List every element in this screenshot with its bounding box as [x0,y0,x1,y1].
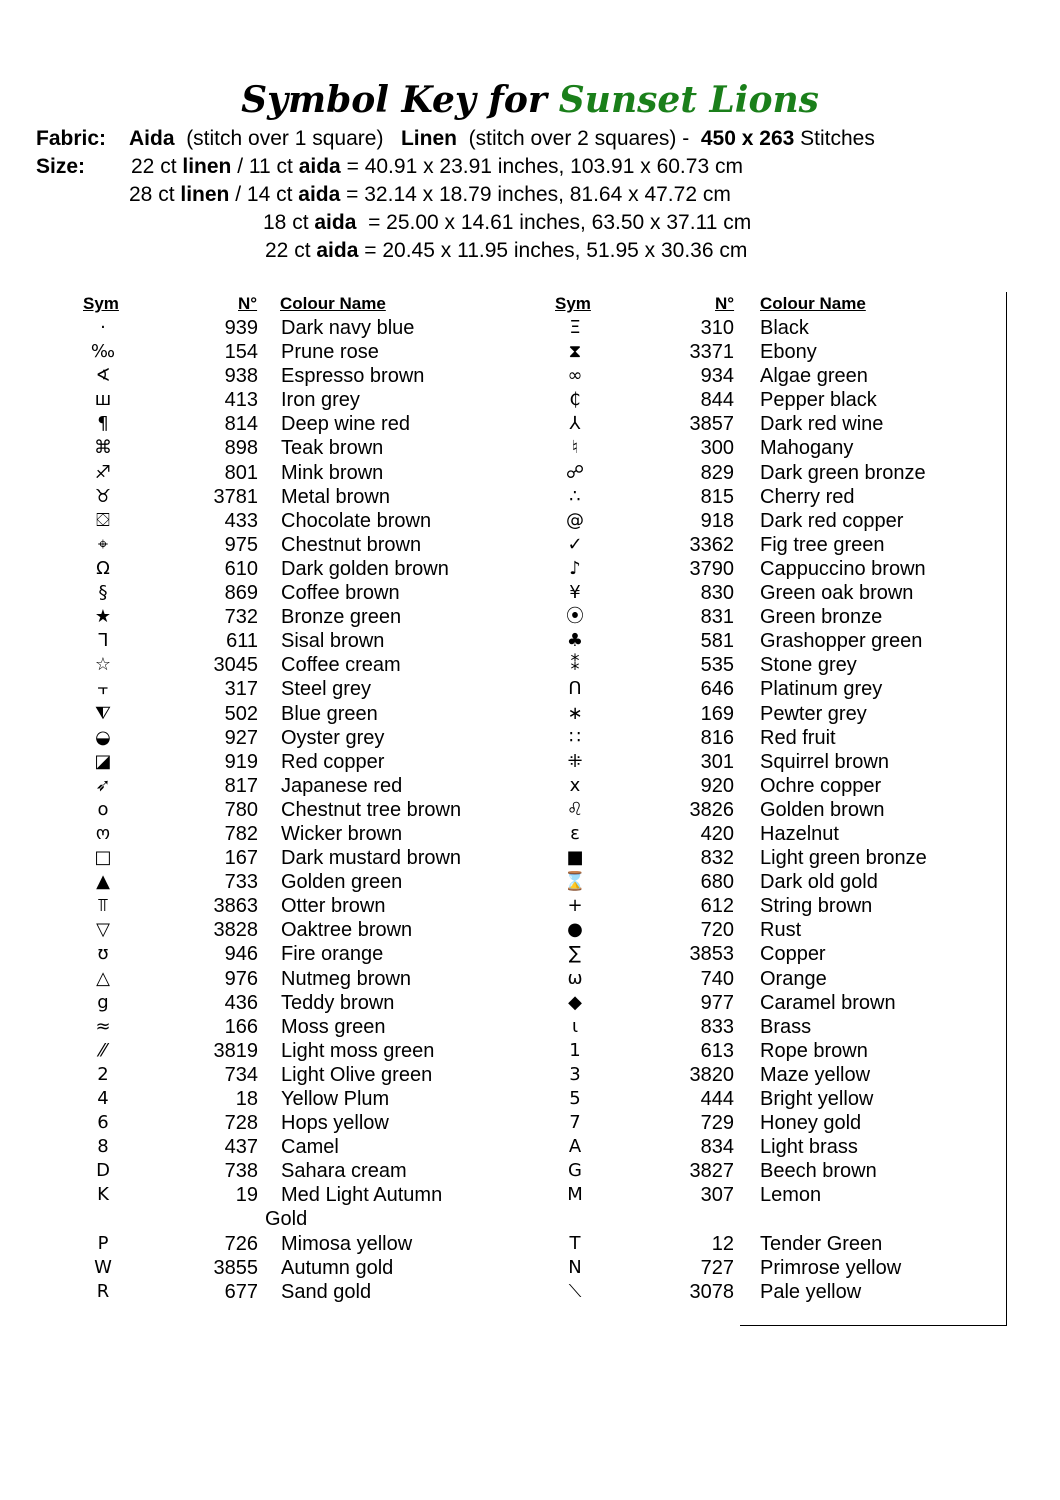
symbol-glyph: Ω [96,557,110,579]
colour-number: 154 [224,341,258,364]
colour-number: 19 [235,1184,258,1207]
symbol-glyph: ⁑ [570,654,580,676]
symbol-glyph: · [100,317,106,338]
size-line-1 [36,153,743,181]
colour-name: Fire orange [281,943,384,966]
colour-name: Bronze green [281,606,402,629]
symbol-glyph: 8 [97,1136,109,1158]
colour-name: Otter brown [281,895,386,918]
fabric-line [36,125,875,153]
symbol-glyph: ∴ [569,485,581,507]
colour-number: 3819 [213,1039,258,1062]
colour-name: Deep wine red [281,413,410,436]
colour-name: Light green bronze [760,847,927,870]
colour-number: 3863 [213,895,258,918]
colour-number: 734 [224,1063,258,1086]
colour-name: Chestnut brown [281,533,422,556]
colour-name: Caramel brown [760,991,896,1014]
header-colour-name: Colour Name [280,294,386,313]
colour-number: 733 [224,871,258,894]
symbol-glyph: ɩ [571,1015,579,1037]
colour-number: 3362 [689,533,734,556]
colour-name: Steel grey [281,678,372,701]
colour-number: 433 [224,509,258,532]
colour-name: Blue green [281,702,378,725]
size-fabric: aida [298,155,341,178]
colour-name: Dark green bronze [760,461,926,484]
colour-name: Japanese red [281,774,403,797]
symbol-glyph: ∷ [569,726,581,748]
fabric-linen: Linen [400,127,457,150]
colour-number: 413 [224,389,258,412]
size-dims: = 32.14 x 18.79 inches, 81.64 x 47.72 cm [346,183,731,206]
symbol-glyph: ш [94,389,112,411]
symbol-glyph: 4 [97,1088,109,1109]
size-count: 22 ct [131,155,177,178]
colour-number: 727 [700,1256,734,1279]
colour-name: Stone grey [760,654,857,677]
symbol-glyph: R [96,1280,110,1302]
symbol-glyph: ➶ [95,774,111,796]
symbol-glyph: ¥ [569,582,581,604]
colour-number: 801 [224,461,258,484]
colour-number: 833 [700,1015,734,1038]
symbol-glyph: ▽ [96,919,110,941]
colour-number: 834 [700,1136,734,1159]
symbol-glyph: ♌ [566,798,584,820]
symbol-glyph: 2 [97,1063,109,1085]
colour-name: Camel [281,1136,339,1159]
colour-number: 18 [235,1088,258,1110]
size-dims: = 20.45 x 11.95 inches, 51.95 x 30.36 cm [364,239,748,262]
colour-number: 3826 [689,798,734,821]
colour-name: Dark navy blue [281,317,415,339]
colour-name: Dark red copper [760,509,904,532]
colour-number: 832 [700,847,734,870]
colour-number: 829 [700,461,734,484]
colour-number: 817 [224,774,258,797]
colour-name: Med Light Autumn [281,1184,443,1207]
colour-number: 437 [224,1136,258,1159]
symbol-glyph: 1 [569,1039,581,1061]
colour-name: Cappuccino brown [760,557,926,580]
colour-name: Primrose yellow [760,1256,902,1279]
colour-number: 502 [224,702,258,725]
stitch-word: Stitches [800,127,875,150]
symbol-glyph: ⫟ [97,678,109,700]
fabric-label: Fabric: [36,127,107,150]
colour-number: 3045 [213,654,258,677]
symbol-glyph: ᒣ [97,630,109,652]
symbol-glyph: A [568,1136,582,1158]
symbol-glyph: x [569,774,581,796]
symbol-glyph: + [567,895,583,917]
size-count: 28 ct [129,183,175,206]
symbol-glyph: G [568,1160,582,1182]
colour-name: Moss green [281,1015,386,1038]
colour-number: 612 [700,895,734,918]
colour-number: 3853 [689,943,734,966]
colour-name: Chestnut tree brown [281,798,462,821]
colour-name: Autumn gold [281,1256,394,1279]
symbol-glyph: ☆ [94,654,112,676]
colour-name: Mimosa yellow [281,1232,413,1255]
colour-name: Squirrel brown [760,750,889,773]
colour-number: 680 [700,871,734,894]
colour-name: Maze yellow [760,1063,871,1086]
colour-number: 720 [700,919,734,942]
colour-name: Grashopper green [760,630,923,653]
symbol-glyph: ★ [94,606,112,628]
header-sym: Sym [83,294,119,313]
symbol-glyph: @ [566,509,584,531]
colour-name: Coffee cream [281,654,401,677]
colour-number: 646 [700,678,734,701]
colour-name: Bright yellow [760,1088,874,1110]
symbol-glyph: ◆ [568,991,582,1013]
size-fabric: aida [314,211,357,234]
symbol-glyph: ო [95,822,111,844]
colour-number: 782 [224,822,258,845]
colour-number: 729 [700,1112,734,1135]
colour-name: Orange [760,967,827,990]
symbol-glyph: 6 [97,1112,109,1134]
colour-name: Beech brown [760,1160,877,1183]
symbol-glyph: ◒ [95,726,111,748]
colour-number: 927 [224,726,258,749]
symbol-glyph: ◪ [94,750,112,772]
colour-name: Tender Green [760,1232,883,1255]
colour-number: 301 [700,750,734,773]
symbol-glyph: ☍ [565,461,585,483]
symbol-glyph: ⁜ [567,750,583,772]
symbol-glyph: M [567,1184,583,1206]
colour-number: 3857 [689,413,734,436]
size-sep: / 11 ct [237,155,293,178]
colour-number: 920 [700,774,734,797]
colour-name: Cherry red [760,485,855,508]
size-sep: / 14 ct [235,183,293,206]
symbol-glyph: ⌛ [563,871,587,893]
colour-number: 946 [224,943,258,966]
symbol-glyph: ⧨ [94,702,112,724]
colour-number: 3790 [689,557,734,580]
colour-number: 815 [700,485,734,508]
colour-name: Golden green [281,871,403,894]
colour-number: 816 [700,726,734,749]
colour-name: Wicker brown [281,822,403,845]
colour-name: Green bronze [760,606,883,629]
table-border-bottom [740,1325,1007,1326]
symbol-glyph: 5 [569,1088,581,1109]
symbol-glyph: ♮ [571,437,579,459]
colour-number: 732 [224,606,258,629]
colour-number: 728 [224,1112,258,1135]
size-fabric: aida [298,183,341,206]
colour-number: 726 [224,1232,258,1255]
symbol-glyph: ∢ [95,365,111,387]
colour-number: 3371 [689,341,734,364]
symbol-glyph: ⌘ [94,437,112,459]
size-dims: = 40.91 x 23.91 inches, 103.91 x 60.73 cm [346,155,743,178]
colour-number: 844 [700,389,734,412]
symbol-glyph: ≈ [95,1015,111,1037]
colour-number: 831 [700,606,734,629]
colour-name: Prune rose [281,341,379,364]
symbol-glyph: □ [94,847,112,869]
colour-name: Sand gold [281,1280,372,1303]
symbol-glyph: o [97,798,109,820]
symbol-glyph: 3 [569,1063,581,1085]
colour-name: Mink brown [281,461,384,484]
colour-name: Oyster grey [281,726,385,749]
colour-number: 12 [711,1232,734,1255]
colour-number: 307 [700,1184,734,1207]
colour-name: Honey gold [760,1112,862,1135]
symbol-glyph: ● [567,919,583,941]
colour-name: Red copper [281,750,385,773]
colour-name: Brass [760,1015,812,1038]
colour-number: 166 [224,1015,258,1038]
colour-number: 611 [226,630,258,653]
symbol-glyph: ⟍ [568,1280,582,1302]
colour-name: Pepper black [760,389,877,412]
colour-number: 3828 [213,919,258,942]
colour-number: 738 [224,1160,258,1183]
symbol-glyph: ∗ [567,702,583,724]
symbol-glyph: ¶ [97,413,109,435]
colour-name: Dark mustard brown [281,847,462,870]
colour-name: Iron grey [281,389,360,412]
colour-number: 444 [700,1088,734,1110]
symbol-glyph: ♪ [569,557,581,579]
symbol-glyph: W [94,1256,112,1278]
symbol-glyph: ⅄ [569,413,581,435]
symbol-glyph: ⌖ [97,533,109,555]
symbol-glyph: ‰ [90,341,116,363]
size-count: 18 ct [263,211,309,234]
colour-name: Red fruit [760,726,836,749]
colour-number: 939 [224,317,258,339]
colour-name: Rust [760,919,802,942]
size-line-4 [265,237,747,265]
colour-name: Algae green [760,365,868,388]
colour-name: Fig tree green [760,533,885,556]
stitch-count: 450 x 263 [700,127,795,150]
colour-number: 934 [700,365,734,388]
colour-name: Pale yellow [760,1280,862,1303]
colour-number: 3078 [689,1280,734,1303]
pattern-name: Sunset Lions [558,79,819,121]
colour-name: Ochre copper [760,774,882,797]
symbol-glyph: ᑎ [568,678,582,700]
colour-name: Light moss green [281,1039,435,1062]
colour-name: Sisal brown [281,630,385,653]
size-fabric: linen [182,155,232,178]
colour-number: 919 [224,750,258,773]
colour-name: Teddy brown [281,991,395,1014]
colour-number: 898 [224,437,258,460]
symbol-glyph: P [97,1232,109,1254]
header-sym: Sym [555,294,591,313]
symbol-glyph: ⫪ [97,895,109,917]
colour-name: Copper [760,943,826,966]
symbol-glyph: ʊ [97,943,109,965]
colour-number: 869 [224,582,258,605]
fabric-linen-note: (stitch over 2 squares) - [468,127,690,150]
colour-name: Espresso brown [281,365,425,388]
symbol-glyph: T [569,1232,581,1254]
colour-name: Sahara cream [281,1160,407,1183]
colour-number: 167 [224,847,258,870]
symbol-glyph: K [97,1184,109,1206]
colour-number: 317 [224,678,258,701]
colour-number: 169 [700,702,734,725]
symbol-glyph: ∞ [567,365,583,387]
page-title [0,78,1060,122]
size-fabric: linen [180,183,230,206]
colour-name: Metal brown [281,485,390,508]
colour-name: Rope brown [760,1039,868,1062]
colour-name: Chocolate brown [281,509,432,532]
symbol-glyph: ⧗ [568,341,582,363]
symbol-glyph: ∑ [568,943,582,965]
colour-number: 310 [700,317,734,339]
size-line-3 [263,209,751,237]
size-fabric: aida [316,239,359,262]
table-border-right [1006,292,1007,1326]
colour-number: 300 [700,437,734,460]
colour-number: 938 [224,365,258,388]
colour-name: Dark red wine [760,413,884,436]
colour-name: Mahogany [760,437,854,460]
colour-number: 3827 [689,1160,734,1183]
symbol-glyph: D [96,1160,110,1182]
colour-number: 3855 [213,1256,258,1279]
colour-name: Light brass [760,1136,858,1159]
colour-name: Yellow Plum [281,1088,390,1110]
symbol-glyph: ₵ [569,389,581,411]
colour-name: Nutmeg brown [281,967,412,990]
colour-number: 975 [224,533,258,556]
colour-name: Golden brown [760,798,885,821]
colour-name: Ebony [760,341,817,364]
symbol-glyph: § [98,582,108,604]
fabric-aida-note: (stitch over 1 square) [186,127,384,150]
colour-number: 581 [700,630,734,653]
colour-number: 677 [224,1280,258,1303]
colour-number: 977 [700,991,734,1014]
symbol-glyph: ▲ [96,871,110,893]
colour-name: Hops yellow [281,1112,389,1135]
symbol-glyph: ⛋ [96,509,110,531]
symbol-glyph: ♣ [566,630,584,652]
colour-number: 610 [224,557,258,580]
colour-number: 740 [700,967,734,990]
symbol-glyph: ■ [566,847,584,869]
colour-name: Dark golden brown [281,557,449,580]
colour-number: 976 [224,967,258,990]
colour-name: Black [760,317,809,339]
symbol-glyph: ♉ [94,485,112,507]
colour-number: 780 [224,798,258,821]
colour-name: Coffee brown [281,582,400,605]
colour-number: 830 [700,582,734,605]
colour-name-continued: Gold [265,1208,308,1231]
fabric-aida: Aida [129,127,175,150]
size-count: 22 ct [265,239,311,262]
colour-number: 436 [224,991,258,1014]
symbol-glyph: ω [567,967,583,989]
symbol-glyph: ⦿ [566,606,584,628]
symbol-glyph: Ξ [569,317,581,338]
symbol-glyph: ♐ [94,461,112,483]
colour-name: Dark old gold [760,871,878,894]
header-num: N° [238,294,258,313]
colour-number: 918 [700,509,734,532]
header-num: N° [715,294,735,313]
size-dims: = 25.00 x 14.61 inches, 63.50 x 37.11 cm [368,211,752,234]
size-line-2 [129,181,731,209]
symbol-glyph: △ [96,967,110,989]
header-colour-name: Colour Name [760,294,866,313]
colour-name: Teak brown [281,437,384,460]
colour-name: Light Olive green [281,1063,433,1086]
colour-name: String brown [760,895,873,918]
colour-number: 420 [700,822,734,845]
colour-name: Pewter grey [760,702,867,725]
colour-name: Platinum grey [760,678,883,701]
colour-name: Hazelnut [760,822,839,845]
symbol-glyph: ⁄⁄ [99,1039,106,1061]
colour-number: 814 [224,413,258,436]
symbol-glyph: g [97,991,109,1013]
colour-number: 3820 [689,1063,734,1086]
symbol-glyph: N [568,1256,582,1278]
symbol-glyph: ✓ [567,533,583,555]
size-label: Size: [36,155,86,178]
colour-number: 613 [700,1039,734,1062]
colour-number: 3781 [213,485,258,508]
colour-name: Oaktree brown [281,919,413,942]
symbol-glyph: ɛ [570,822,580,844]
colour-name: Green oak brown [760,582,914,605]
title-prefix: Symbol Key for [241,79,547,121]
colour-number: 535 [700,654,734,677]
symbol-glyph: 7 [569,1112,581,1134]
colour-name: Lemon [760,1184,822,1207]
